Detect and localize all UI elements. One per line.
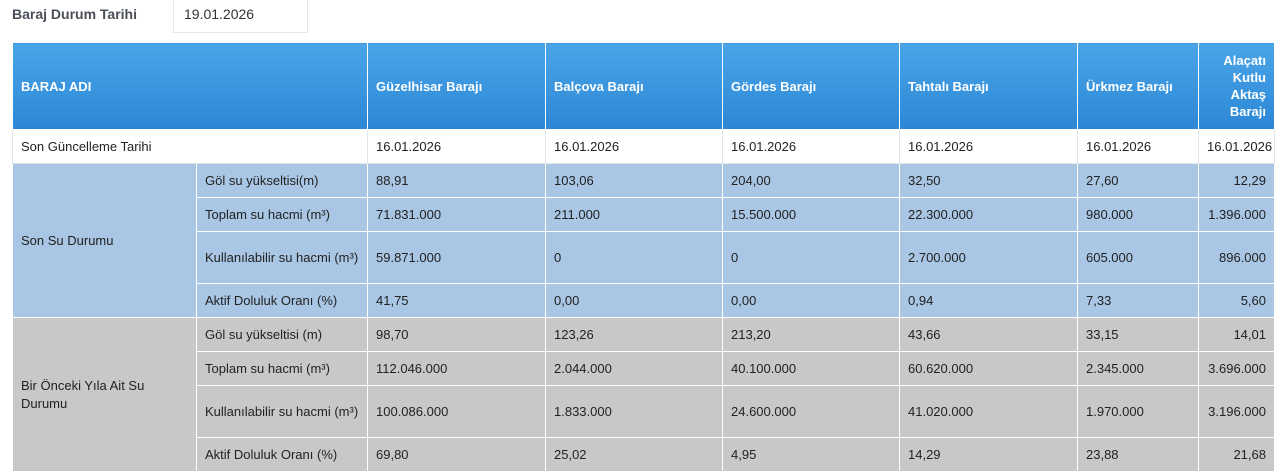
- table-cell: 3.196.000: [1199, 386, 1275, 438]
- table-cell: 41,75: [368, 284, 546, 318]
- table-cell: 4,95: [723, 438, 900, 472]
- table-cell: 71.831.000: [368, 198, 546, 232]
- table-cell: 1.396.000: [1199, 198, 1275, 232]
- table-row: [13, 352, 1275, 386]
- update-date-row: [13, 130, 1275, 164]
- header-dam-balcova: Balçova Barajı: [546, 43, 723, 130]
- table-cell: 5,60: [1199, 284, 1275, 318]
- table-cell: 2.700.000: [900, 232, 1078, 284]
- header-dam-guzelhisar: Güzelhisar Barajı: [368, 43, 546, 130]
- table-cell: 43,66: [900, 318, 1078, 352]
- table-cell: 98,70: [368, 318, 546, 352]
- table-cell: 41.020.000: [900, 386, 1078, 438]
- table-cell: 123,26: [546, 318, 723, 352]
- table-cell: 2.345.000: [1078, 352, 1199, 386]
- table-cell: 22.300.000: [900, 198, 1078, 232]
- dam-status-table: [12, 42, 1275, 472]
- table-cell: 112.046.000: [368, 352, 546, 386]
- group-label-current: Son Su Durumu: [13, 164, 197, 318]
- table-cell: 1.970.000: [1078, 386, 1199, 438]
- table-cell: 60.620.000: [900, 352, 1078, 386]
- table-row: [13, 232, 1275, 284]
- table-cell: 40.100.000: [723, 352, 900, 386]
- table-cell: 0,00: [546, 284, 723, 318]
- group-label-previous: Bir Önceki Yıla Ait Su Durumu: [13, 318, 197, 472]
- header-dam-tahtali: Tahtalı Barajı: [900, 43, 1078, 130]
- table-cell: 896.000: [1199, 232, 1275, 284]
- table-cell: 16.01.2026: [723, 130, 900, 164]
- table-cell: 23,88: [1078, 438, 1199, 472]
- table-row: [13, 438, 1275, 472]
- metric-label: Kullanılabilir su hacmi (m³): [197, 232, 368, 284]
- metric-label: Aktif Doluluk Oranı (%): [197, 284, 368, 318]
- table-row: [13, 164, 1275, 198]
- table-row: [13, 284, 1275, 318]
- date-label: Baraj Durum Tarihi: [12, 6, 137, 22]
- table-cell: 14,29: [900, 438, 1078, 472]
- table-cell: 3.696.000: [1199, 352, 1275, 386]
- table-cell: 7,33: [1078, 284, 1199, 318]
- table-cell: 0: [723, 232, 900, 284]
- table-cell: 100.086.000: [368, 386, 546, 438]
- table-cell: 27,60: [1078, 164, 1199, 198]
- table-cell: 14,01: [1199, 318, 1275, 352]
- table-cell: 103,06: [546, 164, 723, 198]
- table-cell: 0,00: [723, 284, 900, 318]
- header-dam-urkmez: Ürkmez Barajı: [1078, 43, 1199, 130]
- table-row: [13, 318, 1275, 352]
- metric-label: Toplam su hacmi (m³): [197, 352, 368, 386]
- table-cell: 25,02: [546, 438, 723, 472]
- date-filter-row: [0, 0, 1280, 34]
- table-cell: 16.01.2026: [546, 130, 723, 164]
- table-cell: 1.833.000: [546, 386, 723, 438]
- table-header-row: [13, 43, 1275, 130]
- header-dam-alacati: Alaçatı Kutlu Aktaş Barajı: [1199, 43, 1275, 130]
- table-cell: 213,20: [723, 318, 900, 352]
- table-cell: 33,15: [1078, 318, 1199, 352]
- date-input[interactable]: 19.01.2026: [173, 0, 308, 33]
- table-cell: 59.871.000: [368, 232, 546, 284]
- table-cell: 24.600.000: [723, 386, 900, 438]
- table-cell: 211.000: [546, 198, 723, 232]
- update-label: Son Güncelleme Tarihi: [13, 130, 368, 164]
- table-cell: 204,00: [723, 164, 900, 198]
- table-cell: 980.000: [1078, 198, 1199, 232]
- table-cell: 16.01.2026: [368, 130, 546, 164]
- table-row: [13, 386, 1275, 438]
- table-cell: 0,94: [900, 284, 1078, 318]
- table-cell: 0: [546, 232, 723, 284]
- header-dam-name: BARAJ ADI: [13, 43, 368, 130]
- header-dam-gordes: Gördes Barajı: [723, 43, 900, 130]
- metric-label: Kullanılabilir su hacmi (m³): [197, 386, 368, 438]
- table-cell: 15.500.000: [723, 198, 900, 232]
- table-row: [13, 198, 1275, 232]
- table-cell: 32,50: [900, 164, 1078, 198]
- table-cell: 16.01.2026: [900, 130, 1078, 164]
- table-cell: 21,68: [1199, 438, 1275, 472]
- table-cell: 88,91: [368, 164, 546, 198]
- metric-label: Göl su yükseltisi(m): [197, 164, 368, 198]
- table-cell: 605.000: [1078, 232, 1199, 284]
- metric-label: Göl su yükseltisi (m): [197, 318, 368, 352]
- table-cell: 12,29: [1199, 164, 1275, 198]
- table-cell: 16.01.2026: [1199, 130, 1275, 164]
- metric-label: Aktif Doluluk Oranı (%): [197, 438, 368, 472]
- table-cell: 16.01.2026: [1078, 130, 1199, 164]
- table-cell: 69,80: [368, 438, 546, 472]
- metric-label: Toplam su hacmi (m³): [197, 198, 368, 232]
- table-cell: 2.044.000: [546, 352, 723, 386]
